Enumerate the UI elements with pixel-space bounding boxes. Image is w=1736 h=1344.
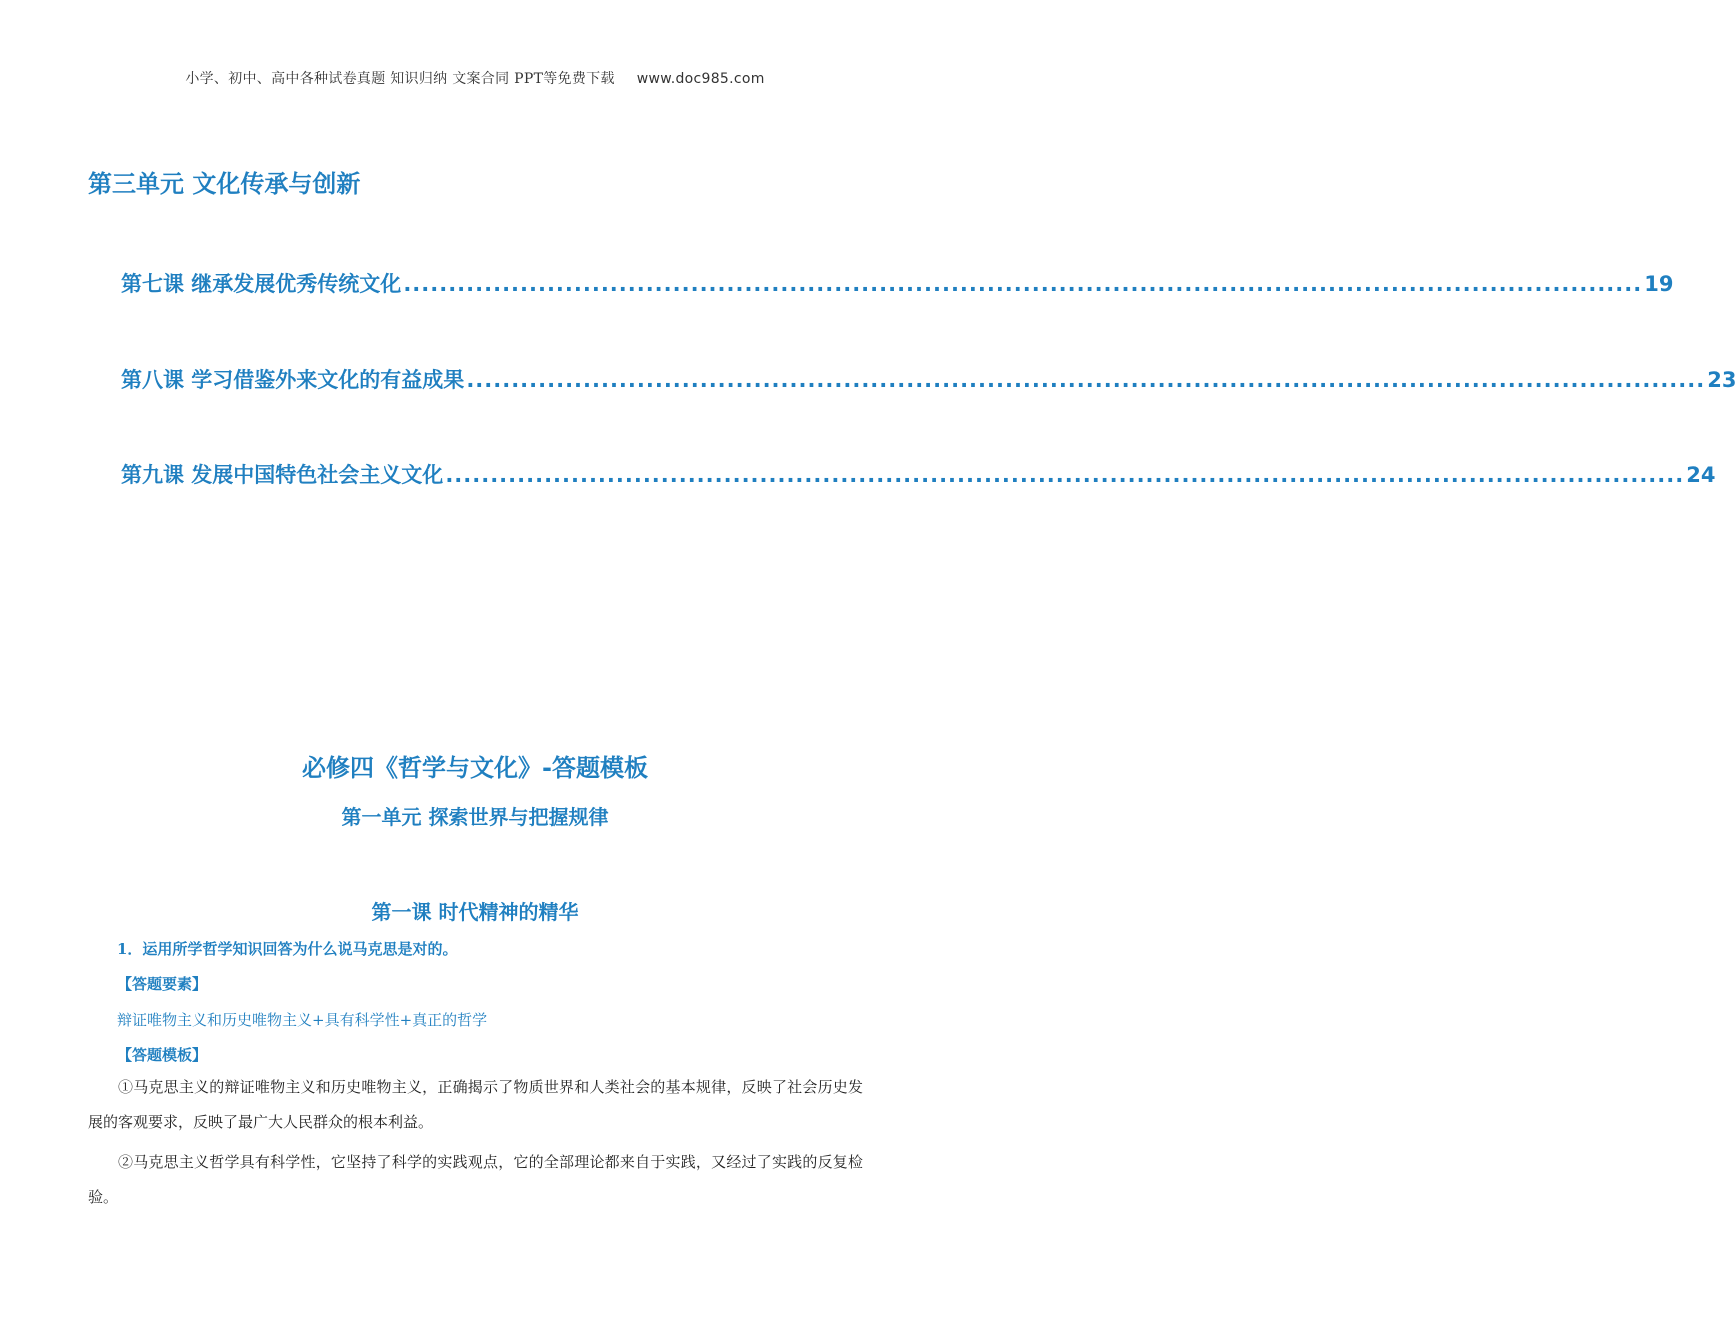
question: 1．运用所学哲学知识回答为什么说马克思是对的。 (117, 940, 458, 958)
template-label: 【答题模板】 (117, 1046, 208, 1064)
unit-title: 第一单元 探索世界与把握规律 (341, 805, 609, 829)
toc-entry-page: 24 (1686, 463, 1716, 487)
toc-entry[interactable] (121, 364, 1736, 394)
lesson-title: 第一课 时代精神的精华 (371, 900, 579, 924)
elements-label: 【答题要素】 (117, 975, 208, 993)
toc-leader-dots: .......................................................................................................................................... (403, 272, 1643, 296)
toc-entry-page: 19 (1644, 272, 1674, 296)
toc-entry-label: 第九课 发展中国特色社会主义文化 (121, 463, 444, 487)
unit3-title: 第三单元 文化传承与创新 (88, 170, 361, 198)
toc-leader-dots: .......................................................................................................................................... (466, 368, 1706, 392)
header-url[interactable]: www.doc985.com (636, 71, 765, 87)
elements-text: 辩证唯物主义和历史唯物主义+具有科学性+真正的哲学 (117, 1011, 488, 1029)
toc-entry[interactable] (121, 459, 1716, 489)
page-header (0, 68, 950, 88)
toc-entry-label: 第八课 学习借鉴外来文化的有益成果 (121, 368, 465, 392)
toc-entry-label: 第七课 继承发展优秀传统文化 (121, 272, 402, 296)
toc-entry[interactable] (121, 268, 1674, 298)
answer-paragraph: ①马克思主义的辩证唯物主义和历史唯物主义，正确揭示了物质世界和人类社会的基本规律，反映了社会历史发展的客观要求，反映了最广大人民群众的根本利益。 (88, 1078, 863, 1131)
main-title: 必修四《哲学与文化》-答题模板 (302, 754, 648, 782)
answer-paragraph: ②马克思主义哲学具有科学性，它坚持了科学的实践观点，它的全部理论都来自于实践，又经过了实践的反复检验。 (88, 1153, 863, 1206)
toc-leader-dots: .......................................................................................................................................... (445, 463, 1685, 487)
header-text: 小学、初中、高中各种试卷真题 知识归纳 文案合同 PPT等免费下载 (185, 71, 615, 87)
toc-entry-page: 23 (1707, 368, 1736, 392)
